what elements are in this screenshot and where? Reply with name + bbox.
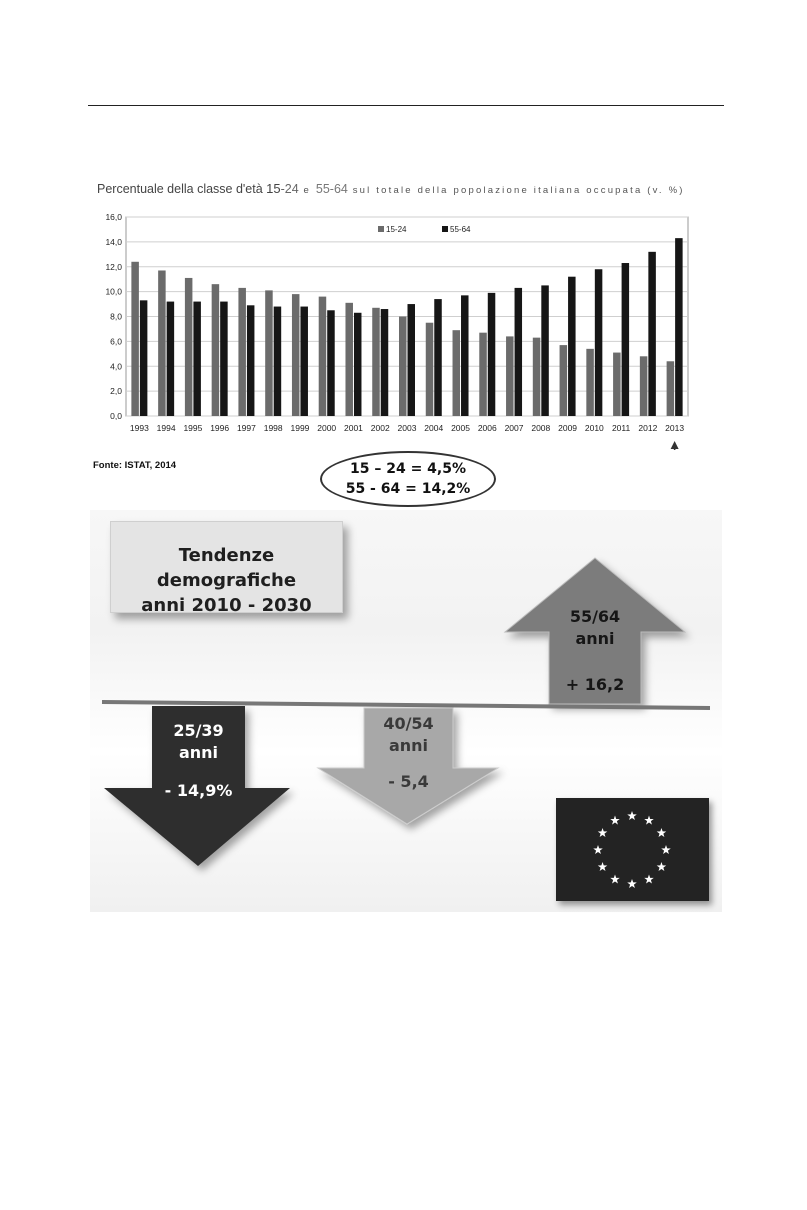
bar-15-24-1993 <box>131 262 139 416</box>
y-tick-label: 0,0 <box>110 411 122 421</box>
arrow-55-64-label <box>549 606 641 696</box>
x-tick-label: 2008 <box>531 423 551 433</box>
y-tick-label: 2,0 <box>110 386 122 397</box>
x-tick-label: 1993 <box>129 423 149 433</box>
x-tick-label: 2001 <box>344 423 363 433</box>
bar-55-64-2001 <box>354 313 362 416</box>
x-tick-label: 1996 <box>210 423 230 433</box>
x-tick-label: 2009 <box>558 423 578 433</box>
x-tick-label: 2005 <box>451 423 470 433</box>
arrow-55-64-anni: anni <box>575 629 615 648</box>
x-tick-label: 2002 <box>370 423 390 433</box>
y-tick-label: 10,0 <box>105 286 122 297</box>
star-icon <box>644 816 654 825</box>
title-rest: sul totale della popolazione italiana occupata <box>347 185 643 196</box>
title-unit: (v. %) <box>642 185 685 196</box>
arrow-55-64-age: 55/64 <box>569 607 621 626</box>
x-tick-label: 2010 <box>584 423 604 433</box>
arrow-40-54-anni: anni <box>388 736 429 755</box>
arrow-40-54-value: - 5,4 <box>388 772 429 791</box>
title-age1: 15 <box>266 181 281 196</box>
bar-55-64-2011 <box>622 263 630 416</box>
x-tick-label: 2004 <box>424 423 444 433</box>
title-age2: 55-64 <box>315 182 348 196</box>
x-tick-label: 2006 <box>477 423 497 433</box>
bar-55-64-1995 <box>193 302 201 416</box>
y-tick-label: 8,0 <box>110 311 122 322</box>
top-rule <box>88 105 724 106</box>
star-icon <box>627 879 637 888</box>
star-icon <box>598 828 608 837</box>
bar-15-24-1994 <box>158 270 166 416</box>
bar-15-24-2005 <box>453 330 461 416</box>
x-tick-label: 1998 <box>263 423 283 433</box>
bar-55-64-2004 <box>434 299 442 416</box>
trend-title-line-1: Tendenze demografiche <box>156 545 297 591</box>
trend-title-box <box>110 521 343 616</box>
bar-15-24-2007 <box>506 336 514 416</box>
y-tick-label: 14,0 <box>105 236 122 247</box>
legend-swatch-15-24 <box>378 226 384 232</box>
bar-15-24-2010 <box>586 349 594 416</box>
callout-line-2: 55 - 64 = 14,2% <box>345 481 471 497</box>
bar-15-24-2002 <box>372 308 380 416</box>
bar-55-64-1996 <box>220 302 228 416</box>
star-icon <box>627 811 637 820</box>
bar-55-64-2010 <box>595 269 603 416</box>
bar-15-24-1997 <box>238 288 246 416</box>
chart-title <box>97 181 685 196</box>
bar-55-64-1994 <box>167 302 175 416</box>
bar-15-24-2000 <box>319 297 327 416</box>
bar-55-64-1998 <box>274 307 282 416</box>
bar-55-64-2007 <box>515 288 523 416</box>
bar-55-64-2013 <box>675 238 683 416</box>
x-tick-label: 2011 <box>611 423 631 433</box>
y-tick-label: 12,0 <box>105 261 122 272</box>
arrow-25-39-anni: anni <box>178 743 219 762</box>
x-tick-label: 1997 <box>236 423 256 433</box>
callout-connector <box>496 445 675 450</box>
x-tick-label: 2007 <box>504 423 524 433</box>
x-tick-label: 2000 <box>317 423 337 433</box>
callout-ellipse <box>320 451 496 507</box>
bar-15-24-1995 <box>185 278 193 416</box>
bar-55-64-1997 <box>247 305 255 416</box>
bar-55-64-2006 <box>488 293 496 416</box>
y-tick-label: 16,0 <box>105 212 122 222</box>
bar-55-64-2005 <box>461 295 469 416</box>
title-conj: e <box>298 185 316 196</box>
legend-label-15-24: 15-24 <box>386 225 407 234</box>
x-tick-label: 2013 <box>665 423 685 433</box>
arrow-55-64-value: + 16,2 <box>565 675 625 694</box>
bar-15-24-2004 <box>426 323 434 416</box>
star-icon <box>610 816 620 825</box>
arrow-40-54-age: 40/54 <box>383 714 434 733</box>
bar-15-24-2012 <box>640 356 648 416</box>
source-note: Fonte: ISTAT, 2014 <box>93 460 177 471</box>
bar-15-24-2013 <box>667 361 675 416</box>
trend-title-line-2: anni 2010 - 2030 <box>141 595 312 616</box>
y-tick-label: 4,0 <box>110 361 122 372</box>
star-icon <box>644 874 654 883</box>
bar-15-24-2003 <box>399 317 407 417</box>
bar-15-24-2006 <box>479 333 487 416</box>
bar-15-24-1998 <box>265 290 273 416</box>
bar-15-24-1999 <box>292 294 300 416</box>
bar-15-24-2001 <box>345 303 353 416</box>
x-tick-label: 1995 <box>183 423 203 433</box>
bar-15-24-2009 <box>560 345 568 416</box>
bar-15-24-2011 <box>613 353 621 416</box>
x-tick-label: 1994 <box>156 423 176 433</box>
bar-55-64-2003 <box>408 304 416 416</box>
arrow-25-39-age: 25/39 <box>173 721 224 740</box>
arrow-25-39-value: - 14,9% <box>164 781 233 800</box>
eu-flag-icon <box>556 798 709 901</box>
bar-55-64-1999 <box>300 307 308 416</box>
eu-stars <box>556 798 709 901</box>
bar-15-24-2008 <box>533 338 541 416</box>
legend-label-55-64: 55-64 <box>450 225 471 234</box>
star-icon <box>593 845 603 854</box>
arrow-40-54-label <box>364 713 453 793</box>
bar-55-64-2009 <box>568 277 576 416</box>
bar-55-64-1993 <box>140 300 148 416</box>
title-prefix: Percentuale della classe d'età <box>97 182 267 196</box>
bar-55-64-2002 <box>381 309 389 416</box>
x-tick-label: 1999 <box>290 423 310 433</box>
star-icon <box>610 874 620 883</box>
title-dash-age1: -24 <box>280 182 299 196</box>
y-tick-label: 6,0 <box>110 336 122 347</box>
x-tick-label: 2012 <box>638 423 658 433</box>
bar-15-24-1996 <box>212 284 220 416</box>
bar-55-64-2012 <box>648 252 656 416</box>
star-icon <box>657 862 667 871</box>
bar-55-64-2008 <box>541 285 549 416</box>
star-icon <box>657 828 667 837</box>
legend-swatch-55-64 <box>442 226 448 232</box>
star-icon <box>661 845 671 854</box>
connector-arrowhead-icon <box>671 441 679 449</box>
bar-chart <box>90 205 705 450</box>
x-tick-label: 2003 <box>397 423 417 433</box>
arrow-25-39-label <box>152 720 245 802</box>
callout-line-1: 15 – 24 = 4,5% <box>349 461 467 477</box>
bar-55-64-2000 <box>327 310 335 416</box>
star-icon <box>598 862 608 871</box>
